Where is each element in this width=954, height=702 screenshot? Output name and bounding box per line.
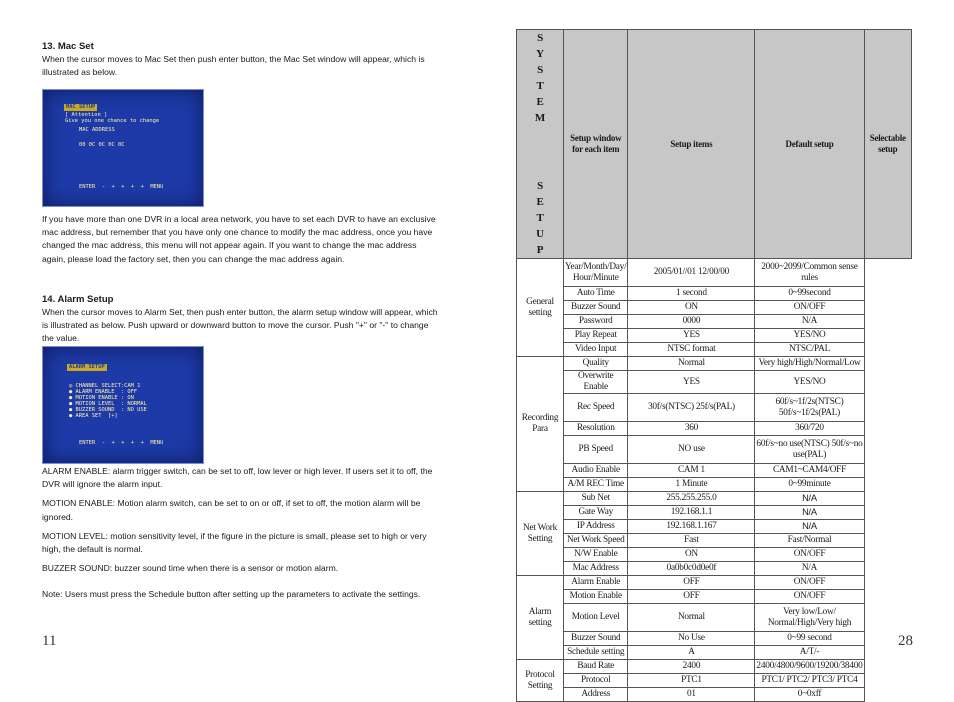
default-cell: YES xyxy=(628,329,755,343)
selectable-cell: PTC1/ PTC2/ PTC3/ PTC4 xyxy=(755,674,864,688)
table-row xyxy=(517,520,912,534)
alarm-screen-line: ● BUZZER SOUND : NO USE xyxy=(69,407,147,413)
alarm-setup-heading: 14. Alarm Setup xyxy=(42,294,114,305)
note-text: Note: Users must press the Schedule button after setting up the parameters to activate the settings. xyxy=(42,589,421,600)
table-row xyxy=(517,436,912,464)
selectable-cell: A/T/- xyxy=(755,646,864,660)
selectable-cell: ON/OFF xyxy=(755,301,864,315)
item-cell: Audio Enable xyxy=(564,464,628,478)
mac-address-value: 00 0C 0C 0C 0C xyxy=(79,142,125,148)
def-motion-enable xyxy=(42,497,442,523)
alarm-setup-screen xyxy=(42,346,204,464)
item-cell: IP Address xyxy=(564,520,628,534)
table-row xyxy=(517,562,912,576)
mac-screen-footer: ENTER - + + + + MENU xyxy=(79,184,164,190)
default-cell: OFF xyxy=(628,590,755,604)
table-row xyxy=(517,576,912,590)
mac-screen-line: MAC ADDRESS xyxy=(79,127,115,133)
table-row xyxy=(517,604,912,632)
def-term: BUZZER SOUND: xyxy=(42,563,113,574)
side-label-system xyxy=(517,30,563,126)
item-cell: Sub Net xyxy=(564,492,628,506)
alarm-setup-intro: When the cursor moves to Alarm Set, then push enter button, the alarm setup window will appear, which is illustrated as below. Push upward or downward button to move the cursor. Push "+" or "-" to change the value. xyxy=(42,307,438,344)
alarm-screen-line: ◎ CHANNEL SELECT:CAM 1 xyxy=(69,383,141,389)
table-row xyxy=(517,646,912,660)
item-cell: Motion Level xyxy=(564,604,628,632)
default-cell: 192.168.1.167 xyxy=(628,520,755,534)
item-cell: Gate Way xyxy=(564,506,628,520)
mac-body-block xyxy=(42,213,442,266)
selectable-cell: 0~99minute xyxy=(755,478,864,492)
default-cell: 360 xyxy=(628,422,755,436)
definitions-block xyxy=(42,465,442,602)
side-letter: S xyxy=(537,180,543,192)
table-row xyxy=(517,632,912,646)
header-window: Setup window for each item xyxy=(564,30,628,259)
table-row xyxy=(517,478,912,492)
alarm-setup-title: ALARM SETUP xyxy=(69,364,105,370)
table-row xyxy=(517,259,912,287)
default-cell: CAM 1 xyxy=(628,464,755,478)
selectable-cell: N/A xyxy=(755,315,864,329)
selectable-cell: 2400/4800/9600/19200/38400 xyxy=(755,660,864,674)
selectable-cell: CAM1~CAM4/OFF xyxy=(755,464,864,478)
default-cell: 01 xyxy=(628,688,755,702)
default-cell: 1 second xyxy=(628,287,755,301)
table-row xyxy=(517,301,912,315)
alarm-screen-line: ● ALARM ENABLE : OFF xyxy=(69,389,138,395)
item-cell: Address xyxy=(564,688,628,702)
item-cell: Rec Speed xyxy=(564,394,628,422)
selectable-cell: NTSC/PAL xyxy=(755,343,864,357)
side-letter: P xyxy=(536,244,544,256)
selectable-cell: N/A xyxy=(755,562,864,576)
default-cell: A xyxy=(628,646,755,660)
selectable-cell: N/A xyxy=(755,520,864,534)
alarm-screen-line: ● AREA SET [+] xyxy=(69,413,118,419)
item-cell: Motion Enable xyxy=(564,590,628,604)
page-number-left: 11 xyxy=(42,633,57,649)
table-row xyxy=(517,371,912,394)
item-cell: Quality xyxy=(564,357,628,371)
def-term: ALARM ENABLE: xyxy=(42,466,111,476)
selectable-cell: 0~99second xyxy=(755,287,864,301)
group-label: General setting xyxy=(517,259,564,357)
group-label: Recording Para xyxy=(517,357,564,492)
group-label: Protocol Setting xyxy=(517,660,564,702)
system-setup-side-label xyxy=(517,30,564,259)
header-default: Default setup xyxy=(755,30,864,259)
header-items: Setup items xyxy=(628,30,755,259)
default-cell: Normal xyxy=(628,604,755,632)
mac-set-intro: When the cursor moves to Mac Set then push enter button, the Mac Set window will appear, which is illustrated as below. xyxy=(42,54,425,78)
item-cell: A/M REC Time xyxy=(564,478,628,492)
item-cell: Password xyxy=(564,315,628,329)
item-cell: Resolution xyxy=(564,422,628,436)
selectable-cell: N/A xyxy=(755,492,864,506)
default-cell: 1 Minute xyxy=(628,478,755,492)
table-row xyxy=(517,548,912,562)
item-cell: Year/Month/Day/ Hour/Minute xyxy=(564,259,628,287)
table-row xyxy=(517,287,912,301)
table-row xyxy=(517,506,912,520)
item-cell: Mac Address xyxy=(564,562,628,576)
side-letter: T xyxy=(536,80,544,92)
selectable-cell: 0~99 second xyxy=(755,632,864,646)
side-letter: S xyxy=(537,32,543,44)
default-cell: 192.168.1.1 xyxy=(628,506,755,520)
item-cell: PB Speed xyxy=(564,436,628,464)
table-row xyxy=(517,315,912,329)
table-row xyxy=(517,660,912,674)
default-cell: ON xyxy=(628,301,755,315)
alarm-screen-footer: ENTER - + + + + MENU xyxy=(79,440,164,446)
default-cell: No Use xyxy=(628,632,755,646)
item-cell: Play Repeat xyxy=(564,329,628,343)
default-cell: Fast xyxy=(628,534,755,548)
side-letter: E xyxy=(536,96,544,108)
table-row xyxy=(517,357,912,371)
table-row xyxy=(517,422,912,436)
item-cell: Overwrite Enable xyxy=(564,371,628,394)
item-cell: Alarm Enable xyxy=(564,576,628,590)
selectable-cell: ON/OFF xyxy=(755,576,864,590)
selectable-cell: ON/OFF xyxy=(755,590,864,604)
selectable-cell: 60f/s~1f/2s(NTSC) 50f/s~1f/2s(PAL) xyxy=(755,394,864,422)
mac-setup-title: MAC SETUP xyxy=(66,104,96,110)
def-text: alarm trigger switch, can be set to off, low lever or high lever. If users set it to off, the DVR will ignore the alarm input. xyxy=(42,466,433,490)
setup-table-body xyxy=(517,259,912,702)
side-letter: U xyxy=(536,228,544,240)
selectable-cell: ON/OFF xyxy=(755,548,864,562)
def-term: MOTION LEVEL: xyxy=(42,530,108,541)
page-number-right: 28 xyxy=(898,633,913,649)
item-cell: N/W Enable xyxy=(564,548,628,562)
item-cell: Protocol xyxy=(564,674,628,688)
selectable-cell: YES/NO xyxy=(755,329,864,343)
item-cell: Baud Rate xyxy=(564,660,628,674)
table-row xyxy=(517,534,912,548)
default-cell: OFF xyxy=(628,576,755,590)
side-letter: M xyxy=(534,112,546,124)
alarm-block xyxy=(42,293,442,346)
default-cell: 2400 xyxy=(628,660,755,674)
header-selectable: Selectable setup xyxy=(864,30,911,259)
default-cell: 255.255.255.0 xyxy=(628,492,755,506)
default-cell: 0000 xyxy=(628,315,755,329)
side-letter: Y xyxy=(536,48,544,60)
def-alarm-enable xyxy=(42,465,442,491)
def-text: Motion alarm switch, can be set to on or off, if set to off, the motion alarm will be ignored. xyxy=(42,498,421,522)
item-cell: Buzzer Sound xyxy=(564,632,628,646)
selectable-cell: 2000~2099/Common sense rules xyxy=(755,259,864,287)
side-letter: E xyxy=(536,196,544,208)
side-label-setup xyxy=(517,178,563,258)
def-term: MOTION ENABLE: xyxy=(42,498,116,509)
default-cell: 2005/01//01 12/00/00 xyxy=(628,259,755,287)
default-cell: PTC1 xyxy=(628,674,755,688)
table-row xyxy=(517,492,912,506)
item-cell: Net Work Speed xyxy=(564,534,628,548)
group-label: Alarm setting xyxy=(517,576,564,660)
mac-setup-screen xyxy=(42,89,204,207)
default-cell: 30f/s(NTSC) 25f/s(PAL) xyxy=(628,394,755,422)
def-text: motion sensitivity level, if the figure in the picture is small, please set to high or very high, the default is normal. xyxy=(42,530,427,555)
default-cell: NTSC format xyxy=(628,343,755,357)
side-letter: S xyxy=(537,64,543,76)
mac-set-body: If you have more than one DVR in a local area network, you have to set each DVR to have an exclusive mac address, but remember that you have only one chance to modify the mac address, once you have changed the mac address, this menu will not appear again. If you want to change the mac address again, please load the factory set, then you can change the mac address again. xyxy=(42,214,436,264)
mac-screen-line: [ Attention ] xyxy=(65,112,108,118)
table-row xyxy=(517,590,912,604)
def-buzzer-sound xyxy=(42,562,442,575)
alarm-screen-line: ● MOTION ENABLE : ON xyxy=(69,395,134,401)
table-row xyxy=(517,343,912,357)
selectable-cell: 0~0xff xyxy=(755,688,864,702)
item-cell: Buzzer Sound xyxy=(564,301,628,315)
selectable-cell: 360/720 xyxy=(755,422,864,436)
table-row xyxy=(517,394,912,422)
selectable-cell: N/A xyxy=(755,506,864,520)
selectable-cell: YES/NO xyxy=(755,371,864,394)
item-cell: Auto Time xyxy=(564,287,628,301)
def-motion-level xyxy=(42,530,442,556)
alarm-screen-line: ● MOTION LEVEL : NORMAL xyxy=(69,401,147,407)
default-cell: 0a0b0c0d0e0f xyxy=(628,562,755,576)
side-letter: T xyxy=(536,212,544,224)
item-cell: Video Input xyxy=(564,343,628,357)
selectable-cell: Very high/High/Normal/Low xyxy=(755,357,864,371)
selectable-cell: 60f/s~no use(NTSC) 50f/s~no use(PAL) xyxy=(755,436,864,464)
table-header-row xyxy=(517,30,912,259)
item-cell: Schedule setting xyxy=(564,646,628,660)
mac-screen-line: Give you one chance to change xyxy=(65,118,160,124)
setup-table xyxy=(516,29,912,702)
default-cell: ON xyxy=(628,548,755,562)
table-row xyxy=(517,329,912,343)
left-page xyxy=(42,40,442,79)
table-row xyxy=(517,688,912,702)
table-row xyxy=(517,464,912,478)
group-label: Net Work Setting xyxy=(517,492,564,576)
selectable-cell: Very low/Low/ Normal/High/Very high xyxy=(755,604,864,632)
selectable-cell: Fast/Normal xyxy=(755,534,864,548)
default-cell: NO use xyxy=(628,436,755,464)
default-cell: Normal xyxy=(628,357,755,371)
mac-set-heading: 13. Mac Set xyxy=(42,41,94,52)
def-text: buzzer sound time when there is a sensor or motion alarm. xyxy=(112,563,339,574)
default-cell: YES xyxy=(628,371,755,394)
